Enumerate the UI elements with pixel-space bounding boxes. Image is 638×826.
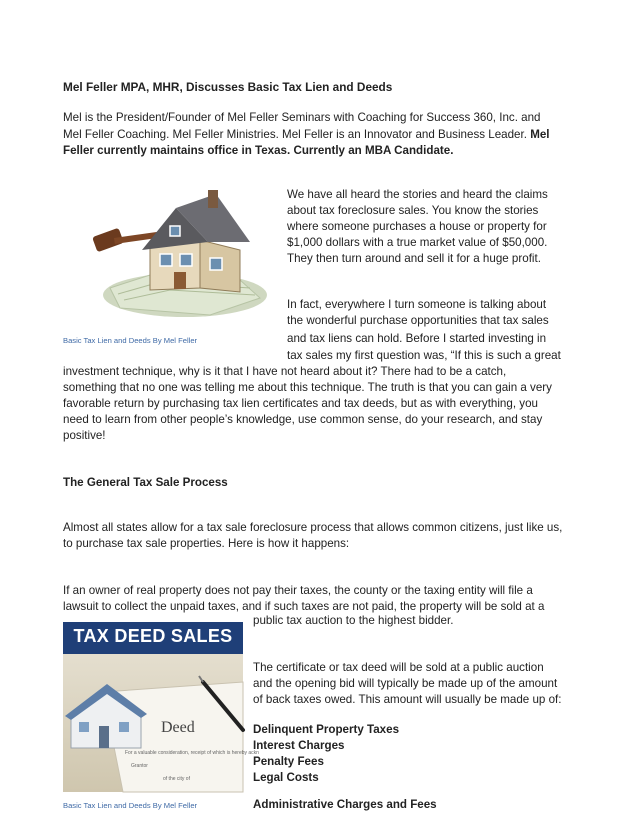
- deed-word: Deed: [161, 719, 195, 736]
- para2-line-2: the wonderful purchase opportunities that tax sales: [287, 314, 549, 327]
- intro-bold-inline: Mel: [530, 128, 550, 141]
- charge-item: Interest Charges: [253, 739, 345, 752]
- para2-line-3: and tax liens can hold. Before I started investing in: [287, 332, 547, 345]
- intro-line-1: Mel is the President/Founder of Mel Feller Seminars with Coaching for Success 360, Inc. and: [63, 111, 541, 124]
- para2-full-line-5: positive!: [63, 429, 106, 442]
- intro-line-2: [63, 127, 550, 143]
- tax-deed-banner-text: TAX DEED SALES: [73, 626, 233, 646]
- charge-item: Administrative Charges and Fees: [253, 798, 437, 811]
- para2-full-line-4: need to learn from other people’s knowledge, use common sense, do your research, and stay: [63, 413, 543, 426]
- para1-line-4: $1,000 dollars with a true market value of $50,000.: [287, 236, 548, 249]
- intro-line-2-text: Mel Feller Coaching. Mel Feller Ministries. Mel Feller is an Innovator and Business Leader.: [63, 128, 527, 141]
- section-heading: The General Tax Sale Process: [63, 476, 228, 489]
- para5-line-2: and the opening bid will typically be made up of the amount: [253, 677, 558, 690]
- para5-line-3: of back taxes owed. This amount will usually be made up of:: [253, 693, 562, 706]
- para5-line-1: The certificate or tax deed will be sold at a public auction: [253, 661, 544, 674]
- para3-line-1: Almost all states allow for a tax sale foreclosure process that allows common citizens, just like us,: [63, 521, 563, 534]
- para4-line-3: public tax auction to the highest bidder.: [253, 614, 454, 627]
- house-gavel-illustration: [90, 180, 270, 330]
- tax-deed-sales-image: [63, 622, 259, 792]
- charge-item: Delinquent Property Taxes: [253, 723, 400, 736]
- charge-item: Legal Costs: [253, 771, 319, 784]
- image-caption-2: Basic Tax Lien and Deeds By Mel Feller: [63, 801, 198, 810]
- para2-full-line-3: favorable return by purchasing tax lien certificates and tax deeds, but as with everything, you: [63, 397, 538, 410]
- para1-line-2: about tax foreclosure sales. You know the stories: [287, 204, 539, 217]
- para2-full-line-2: something that no one was telling me about this technique. The truth is that you can gain a very: [63, 381, 552, 394]
- para2-line-4: tax sales my first question was, “If this is such a great: [287, 349, 561, 362]
- house-gavel-image: [90, 180, 270, 330]
- para2-full-line-1: investment technique, why is it that I have not heard about it? There had to be a catch,: [63, 365, 507, 378]
- image-caption-1: Basic Tax Lien and Deeds By Mel Feller: [63, 336, 198, 345]
- para4-line-1: If an owner of real property does not pay their taxes, the county or the taxing entity will file a: [63, 584, 533, 597]
- document-title: Mel Feller MPA, MHR, Discusses Basic Tax Lien and Deeds: [63, 80, 393, 94]
- charge-item: Penalty Fees: [253, 755, 324, 768]
- intro-bold-line: Feller currently maintains office in Texas. Currently an MBA Candidate.: [63, 144, 454, 157]
- para1-line-3: where someone purchases a house or property for: [287, 220, 547, 233]
- deed-fine-print-1: For a valuable consideration, receipt of which is hereby ackn: [125, 750, 259, 756]
- para2-line-1: In fact, everywhere I turn someone is talking about: [287, 298, 547, 311]
- deed-fine-print-2: Grantor: [131, 763, 148, 769]
- para3-line-2: to purchase tax sale properties. Here is how it happens:: [63, 537, 350, 550]
- para1-line-5: They then turn around and sell it for a huge profit.: [287, 252, 541, 265]
- para4-line-2: lawsuit to collect the unpaid taxes, and if such taxes are not paid, the property will be sold at a: [63, 600, 545, 613]
- tax-deed-illustration: [63, 622, 259, 792]
- para1-line-1: We have all heard the stories and heard the claims: [287, 188, 548, 201]
- deed-fine-print-3: of the city of: [163, 776, 190, 782]
